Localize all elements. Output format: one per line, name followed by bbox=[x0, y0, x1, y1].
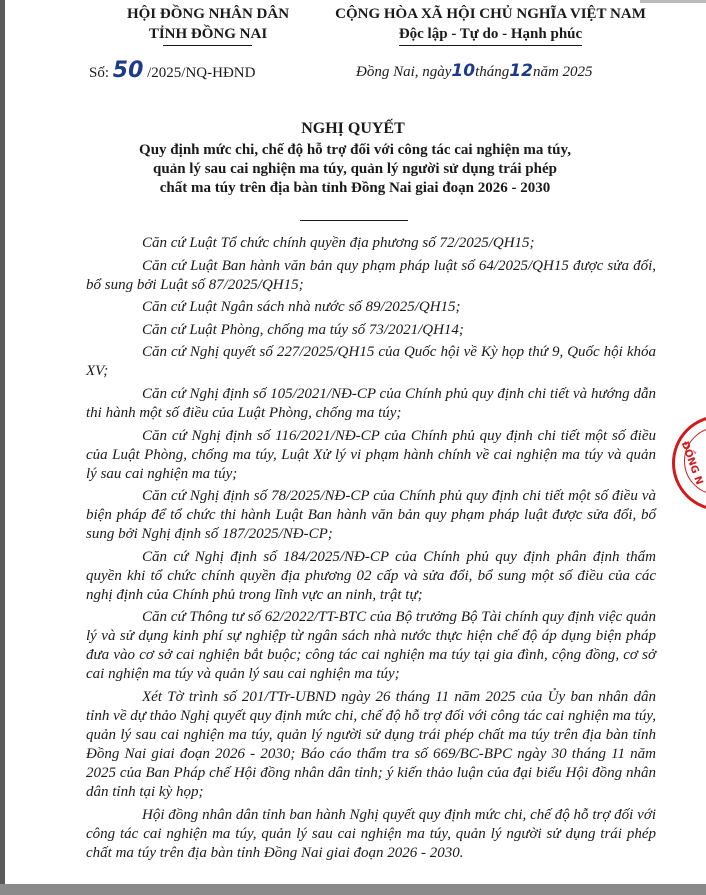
legal-basis-paragraph: Căn cứ Nghị định số 116/2021/NĐ-CP của Chính phủ quy định chi tiết một số điều của Luật Phòng, chống ma túy, Luật Xử lý vi phạm hành chính về cai nghiện ma túy và quản lý sau cai nghiện ma túy; bbox=[86, 427, 656, 482]
legal-basis-paragraph: Căn cứ Luật Phòng, chống ma túy số 73/2021/QH14; bbox=[142, 321, 464, 338]
legal-basis-paragraph: Căn cứ Nghị quyết số 227/2025/QH15 của Quốc hội về Kỳ họp thứ 9, Quốc hội khóa XV; bbox=[86, 344, 656, 380]
legal-basis-paragraph: Căn cứ Nghị định số 105/2021/NĐ-CP của Chính phủ quy định chi tiết và hướng dẫn thi hành một số điều của Luật Phòng, chống ma túy; bbox=[86, 385, 656, 421]
subtitle-line-3: chất ma túy trên địa bàn tỉnh Đồng Nai giai đoạn 2026 - 2030 bbox=[159, 180, 551, 196]
legal-basis-paragraph: Căn cứ Nghị định số 78/2025/NĐ-CP của Chính phủ quy định chi tiết một số điều và biện pháp để tổ chức thi hành Luật Ban hành văn bản quy phạm pháp luật được sửa đổi, bổ sung bởi Nghị định số 187/2025/NĐ-CP; bbox=[86, 488, 656, 543]
agency-underline bbox=[163, 45, 252, 46]
handwritten-number: 50 bbox=[112, 58, 144, 83]
scan-frame-bottom bbox=[0, 884, 706, 895]
subtitle-line-2: quản lý sau cai nghiện ma túy, quản lý người sử dụng trái phép bbox=[153, 161, 557, 177]
handwritten-month: 12 bbox=[509, 61, 533, 81]
date-place: Đồng Nai, ngày bbox=[356, 64, 452, 80]
subtitle-line-1: Quy định mức chi, chế độ hỗ trợ đối với công tác cai nghiện ma túy, bbox=[139, 142, 571, 158]
issuing-agency-line-1: HỘI ĐỒNG NHÂN DÂN bbox=[126, 6, 290, 22]
enactment-paragraph: Hội đồng nhân dân tỉnh ban hành Nghị quyết quy định mức chi, chế độ hỗ trợ đối với công tác cai nghiện ma túy, quản lý sau cai nghiện ma túy, quản lý người sử dụng trái phép chất ma túy trên địa bàn tỉnh Đồng Nai giai đoạn 2026 - 2030. bbox=[86, 806, 656, 861]
date-month-word: tháng bbox=[475, 64, 510, 80]
document-number bbox=[89, 58, 255, 86]
scan-frame-top bbox=[640, 0, 706, 3]
legal-basis-paragraph: Căn cứ Luật Ngân sách nhà nước số 89/2025/QH15; bbox=[142, 299, 461, 316]
national-motto: Độc lập - Tự do - Hạnh phúc bbox=[399, 24, 582, 46]
national-header-block bbox=[313, 4, 668, 46]
document-number-suffix: /2025/NQ-HĐND bbox=[143, 65, 256, 81]
document-body bbox=[86, 234, 656, 866]
handwritten-day: 10 bbox=[451, 61, 476, 81]
subtitle-underline bbox=[300, 220, 408, 221]
national-name: CỘNG HÒA XÃ HỘI CHỦ NGHĨA VIỆT NAM bbox=[335, 6, 646, 22]
legal-basis-paragraph: Căn cứ Nghị định số 184/2025/NĐ-CP của Chính phủ quy định phân định thẩm quyền khi tổ chức chính quyền địa phương 02 cấp và sửa đổi, bổ sung một số điều của các nghị định của Chính phủ trong lĩnh vực an ninh, trật tự; bbox=[86, 548, 656, 603]
consideration-paragraph: Xét Tờ trình số 201/TTr-UBND ngày 26 tháng 11 năm 2025 của Ủy ban nhân dân tỉnh về dự thảo Nghị quyết quy định mức chi, chế độ hỗ trợ đối với công tác cai nghiện ma túy, quản lý sau cai nghiện ma túy, quản lý người sử dụng trái phép chất ma túy trên địa bàn tỉnh Đồng Nai giai đoạn 2026 - 2030; Báo cáo thẩm tra số 669/BC-BPC ngày 30 tháng 11 năm 2025 của Ban Pháp chế Hội đồng nhân dân tỉnh; ý kiến thảo luận của đại biểu Hội đồng nhân dân tỉnh tại kỳ họp; bbox=[86, 688, 656, 800]
red-seal-text: ĐỒNG N bbox=[678, 440, 705, 487]
document-title: NGHỊ QUYẾT bbox=[301, 120, 405, 137]
document-number-prefix: Số: bbox=[89, 65, 113, 81]
legal-basis-paragraph: Căn cứ Luật Ban hành văn bản quy phạm pháp luật số 64/2025/QH15 được sửa đổi, bổ sung bởi Luật số 87/2025/QH15; bbox=[86, 257, 656, 293]
issue-date bbox=[356, 58, 593, 85]
document-subtitle bbox=[130, 141, 580, 198]
legal-basis-paragraph: Căn cứ Thông tư số 62/2022/TT-BTC của Bộ trưởng Bộ Tài chính quy định việc quản lý và sử dụng kinh phí sự nghiệp từ ngân sách nhà nước thực hiện chế độ áp dụng biện pháp đưa vào cơ sở cai nghiện bắt buộc; công tác cai nghiện ma túy tại gia đình, cộng đồng, cơ sở cai nghiện ma túy và quản lý sau cai nghiện ma túy; bbox=[86, 609, 656, 683]
legal-basis-paragraph: Căn cứ Luật Tổ chức chính quyền địa phương số 72/2025/QH15; bbox=[142, 235, 535, 251]
issuing-agency-block bbox=[88, 4, 328, 44]
issuing-agency-line-2: TỈNH ĐỒNG NAI bbox=[148, 26, 268, 42]
date-year: năm 2025 bbox=[532, 64, 593, 80]
